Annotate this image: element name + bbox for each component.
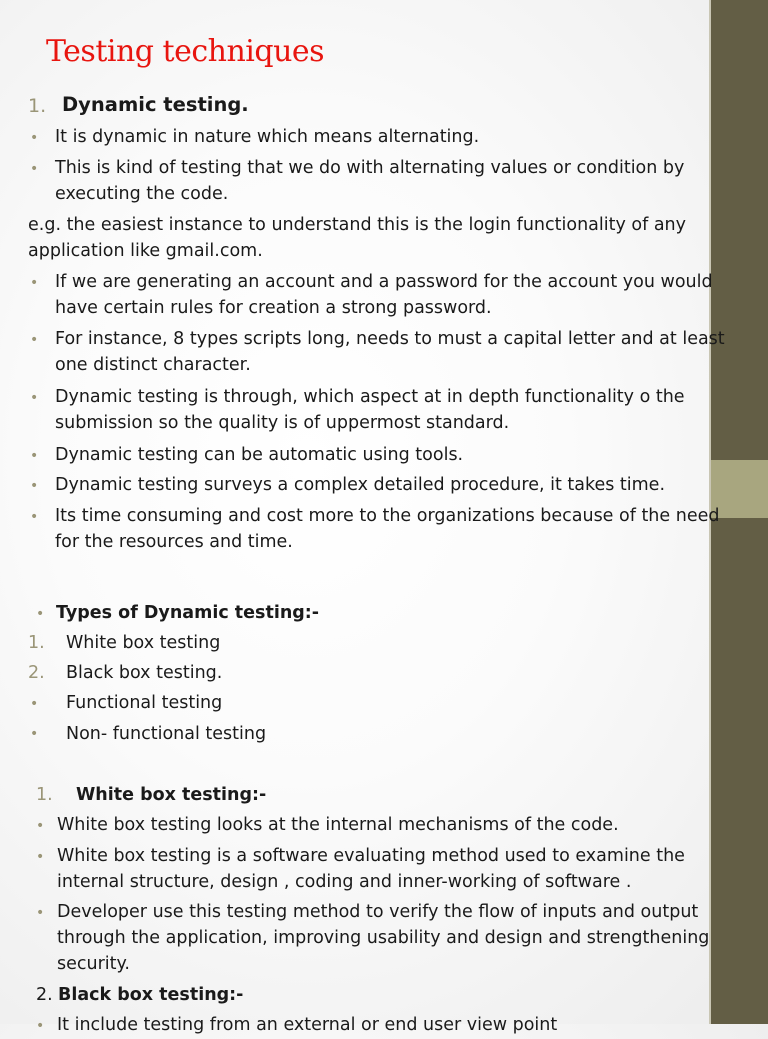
bullet-text: For instance, 8 types scripts long, needs to must a capital letter and at least: [55, 329, 725, 349]
blackbox-heading: Black box testing:-: [58, 985, 244, 1005]
types-heading: Types of Dynamic testing:-: [56, 603, 320, 623]
bullet-marker: •: [36, 905, 45, 921]
bullet-text: White box testing is a software evaluating method used to examine the: [57, 846, 685, 866]
bullet-text: Developer use this testing method to verify the flow of inputs and output: [57, 902, 699, 922]
bullet-text-cont: executing the code.: [55, 184, 229, 204]
types-item: White box testing: [66, 633, 221, 653]
bullet-marker: •: [30, 509, 39, 525]
bullet-text-cont: internal structure, design , coding and inner-working of software .: [57, 872, 632, 892]
bullet-text-cont: one distinct character.: [55, 355, 251, 375]
bullet-text: Dynamic testing is through, which aspect at in depth functionality o the: [55, 387, 685, 407]
bullet-text: Its time consuming and cost more to the organizations because of the need: [55, 506, 720, 526]
bullet-text-cont: submission so the quality is of uppermost standard.: [55, 413, 510, 433]
bullet-marker: •: [30, 332, 39, 348]
bullet-text-cont: for the resources and time.: [55, 532, 293, 552]
bullet-marker: •: [36, 849, 45, 865]
bullet-text: White box testing looks at the internal mechanisms of the code.: [57, 815, 619, 835]
bullet-marker: •: [36, 818, 45, 834]
list-marker: •: [30, 726, 39, 742]
example-text-cont: application like gmail.com.: [28, 241, 263, 261]
bullet-marker: •: [36, 1018, 45, 1034]
bullet-text: Dynamic testing can be automatic using tools.: [55, 445, 464, 465]
bullet-text: If we are generating an account and a password for the account you would: [55, 272, 713, 292]
bullet-marker: •: [30, 448, 39, 464]
bullet-text: Dynamic testing surveys a complex detailed procedure, it takes time.: [55, 475, 666, 495]
bullet-text: It is dynamic in nature which means alternating.: [55, 127, 480, 147]
list-marker: •: [30, 696, 39, 712]
section-number: 2.: [36, 985, 53, 1005]
list-marker: 1.: [28, 633, 45, 653]
types-item: Functional testing: [66, 693, 223, 713]
bullet-marker: •: [36, 606, 45, 622]
bullet-text-cont: have certain rules for creation a strong password.: [55, 298, 492, 318]
bullet-text: It include testing from an external or end user view point: [57, 1015, 558, 1035]
section-heading: Dynamic testing.: [62, 93, 249, 116]
bullet-marker: •: [30, 161, 39, 177]
list-marker: 2.: [28, 663, 45, 683]
example-text: e.g. the easiest instance to understand this is the login functionality of any: [28, 215, 687, 235]
bullet-marker: •: [30, 390, 39, 406]
section-number: 1.: [36, 785, 53, 805]
section-number: 1.: [28, 95, 47, 117]
whitebox-heading: White box testing:-: [76, 785, 267, 805]
bullet-marker: •: [30, 130, 39, 146]
bullet-text: This is kind of testing that we do with alternating values or condition by: [55, 158, 685, 178]
types-item: Black box testing.: [66, 663, 223, 683]
slide-title: Testing techniques: [46, 34, 325, 69]
bullet-marker: •: [30, 478, 39, 494]
bullet-marker: •: [30, 275, 39, 291]
types-item: Non- functional testing: [66, 724, 267, 744]
bullet-text-cont: through the application, improving usability and design and strengthening: [57, 928, 710, 948]
bullet-text-cont: security.: [57, 954, 130, 974]
